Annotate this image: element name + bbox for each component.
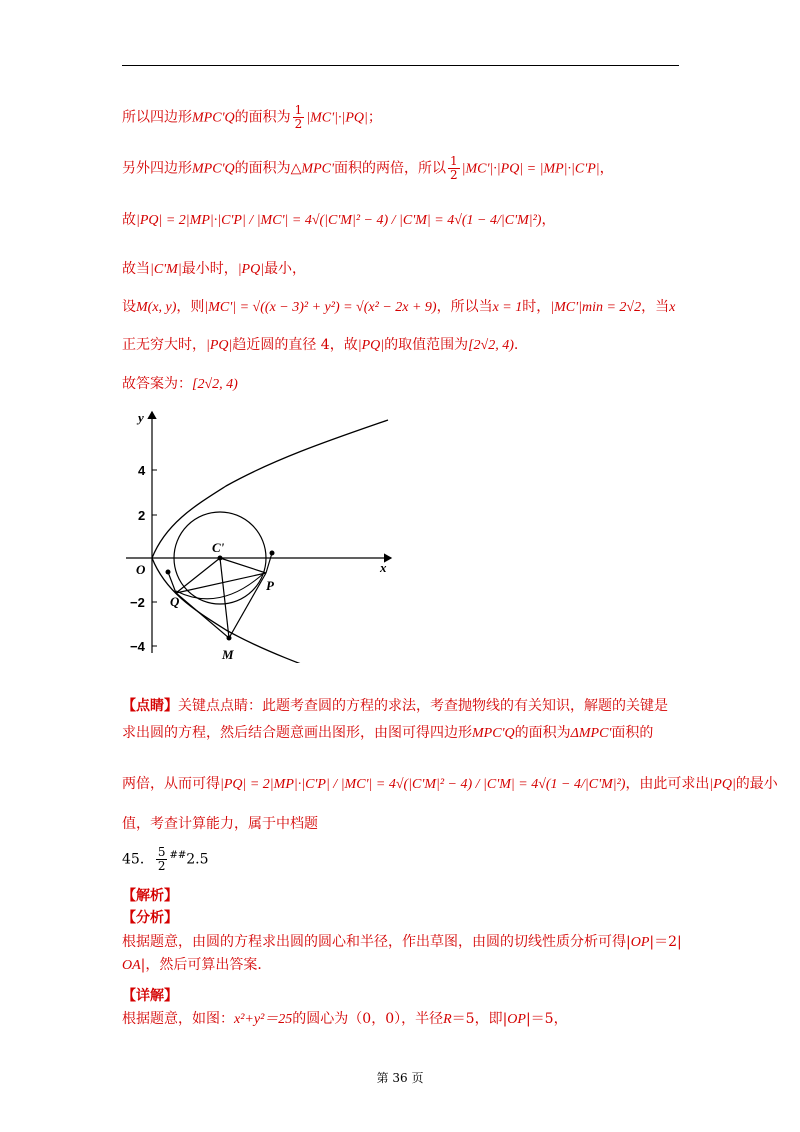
answer-fraction: $\frac{5}{2}$ [157,845,166,873]
point-m [227,636,232,641]
label-m: M [222,647,234,662]
tick-label-m4: −4 [130,639,145,654]
fenxi-tag: 【分析】 [122,910,178,926]
line-3: 故|PQ| = 2|MP|·|C'P| / |MC'| = 4√(|C'M|² − 4) / |C'M| = 4√(1 − 4/|C'M|²)， [122,212,556,228]
tangent-extension-p [266,553,272,573]
dianjing-line-2: 求出圆的方程，然后结合题意画出图形，由图可得四边形MPC'Q的面积为ΔMPC'面积的 [122,725,654,741]
dianjing-line-1: 【点睛】关键点点睛：此题考查圆的方程的求法，考查抛物线的有关知识，解题的关键是 [122,698,668,714]
line-4: 故当|C'M|最小时，|PQ|最小， [122,261,307,277]
jiexi-tag: 【解析】 [122,888,178,904]
line-6: 正无穷大时，|PQ|趋近圆的直径 4，故|PQ|的取值范围为[2√2, 4). [122,337,519,353]
fraction-half-2: $\frac{1}{2}$ [449,154,458,182]
segment-mc [220,558,229,638]
header-rule [122,65,679,66]
question-number: 45． [122,851,154,868]
label-c: C' [212,540,225,555]
parabola-curve [152,420,388,663]
line-1: 所以四边形MPC'Q的面积为 $\frac{1}{2}$ |MC'|·|PQ|； [122,103,382,131]
point-q-end [166,570,171,575]
line-5: 设M(x, y)，则|MC'| = √((x − 3)² + y²) = √(x² − 2x + 9)，所以当x = 1时，|MC'|min = 2√2，当x [122,299,676,315]
tick-label-m2: −2 [130,595,145,610]
segment-mp [229,573,266,638]
label-q: Q [170,594,180,609]
origin-label: O [136,562,146,577]
page-footer: 第 36 页 [376,1071,424,1085]
fraction-half: $\frac{1}{2}$ [294,103,303,131]
x-axis-label: x [380,560,387,575]
parabola-circle-figure [126,408,406,663]
point-c [218,556,223,561]
fenxi-text-2: OA|，然后可算出答案． [122,957,272,973]
question-45-answer: 45． $\frac{5}{2}$ ##2.5 [122,845,209,873]
tick-label-2: 2 [138,508,146,523]
dianjing-tag: 【点睛】 [122,698,178,714]
tick-label-4: 4 [138,463,146,478]
point-p-end [270,551,275,556]
segment-cp [220,558,266,573]
line-2: 另外四边形MPC'Q的面积为△MPC'面积的两倍，所以 $\frac{1}{2}$ |MC'|·|PQ| = |MP|·|C'P|， [122,154,614,182]
segment-mq [176,593,229,638]
xiangjie-text: 根据题意，如图：x²+y²＝25的圆心为（0，0），半径R＝5，即|OP|＝5， [122,1011,568,1027]
fenxi-text-1: 根据题意，由圆的方程求出圆的圆心和半径，作出草图，由圆的切线性质分析可得|OP|＝2| [122,934,682,950]
formula-pq: |PQ| = 2|MP|·|C'P| / |MC'| = 4√(|C'M|² − 4) / |C'M| = 4√(1 − 4/|C'M|²) [136,213,542,228]
line-7: 故答案为：[2√2, 4) [122,376,238,392]
formula-mpcq: MPC'Q [192,110,235,126]
y-axis-label: y [138,410,144,425]
dianjing-line-3: 两倍，从而可得|PQ| = 2|MP|·|C'P| / |MC'| = 4√(|C'M|² − 4) / |C'M| = 4√(1 − 4/|C'M|²)，由此可求出|PQ|的最小 [122,776,778,792]
dianjing-line-4: 值，考查计算能力，属于中档题 [122,816,318,832]
xiangjie-tag: 【详解】 [122,988,178,1004]
formula-area: |MC'|·|PQ| [306,110,368,126]
label-p: P [266,578,274,593]
